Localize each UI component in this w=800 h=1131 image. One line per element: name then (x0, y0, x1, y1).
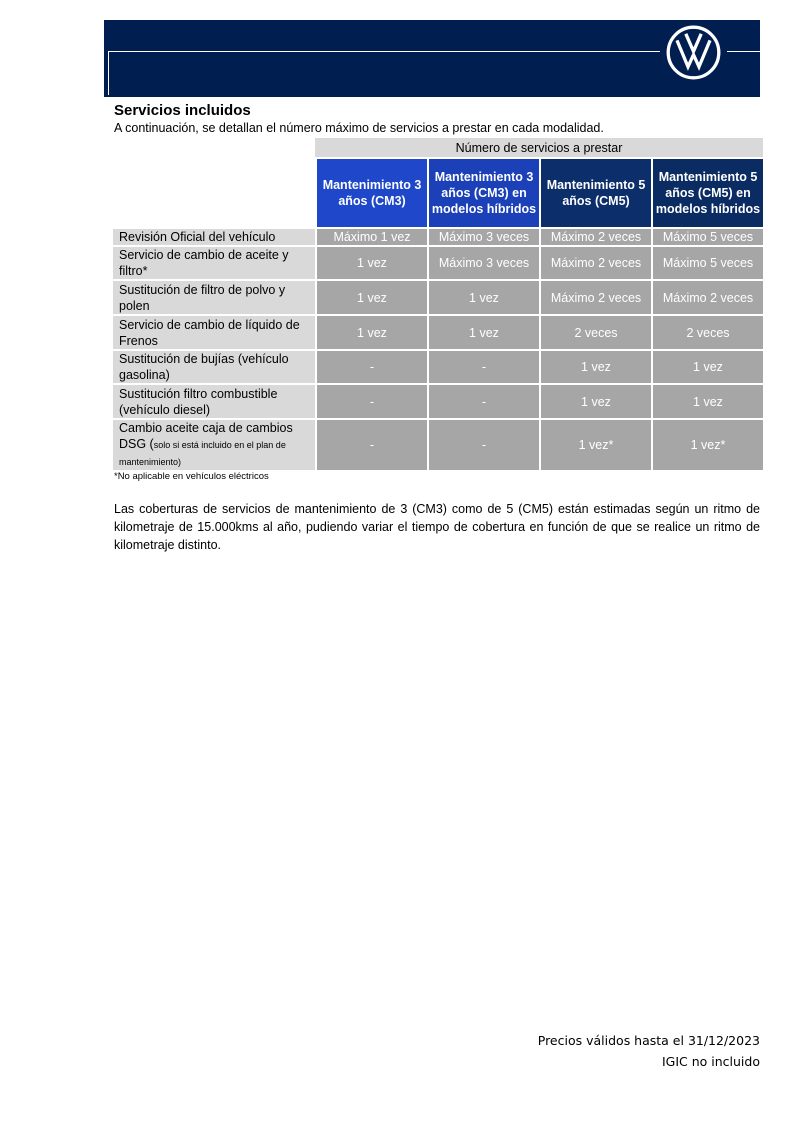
table-cell: - (427, 418, 539, 470)
table-cell: Máximo 5 veces (651, 227, 763, 245)
column-header: Mantenimiento 3 años (CM3) (315, 159, 427, 227)
row-label-main: Cambio aceite caja de cambios DSG ( (119, 421, 293, 451)
table-cell: 1 vez (427, 279, 539, 314)
section-title: Servicios incluidos (114, 102, 251, 119)
header-divider-right (727, 51, 760, 52)
price-footer (538, 1030, 760, 1072)
table-row (113, 349, 763, 383)
table-row (113, 418, 763, 470)
table-row (113, 279, 763, 314)
row-label: Sustitución de filtro de polvo y polen (113, 279, 315, 314)
table-cell: - (315, 418, 427, 470)
column-header: Mantenimiento 5 años (CM5) en modelos híbridos (651, 159, 763, 227)
table-cell: Máximo 2 veces (539, 279, 651, 314)
table-cell: 1 vez (315, 279, 427, 314)
table-cell: - (315, 383, 427, 418)
row-label: Sustitución filtro combustible (vehículo diesel) (113, 383, 315, 418)
row-label: Servicio de cambio de aceite y filtro* (113, 245, 315, 279)
table-cell: Máximo 2 veces (651, 279, 763, 314)
table-cell: Máximo 3 veces (427, 227, 539, 245)
table-cell: - (427, 349, 539, 383)
vw-logo-icon (666, 25, 721, 80)
table-cell: Máximo 3 veces (427, 245, 539, 279)
column-header: Mantenimiento 3 años (CM3) en modelos híbridos (427, 159, 539, 227)
row-label: Revisión Oficial del vehículo (113, 227, 315, 245)
price-validity: Precios válidos hasta el 31/12/2023 (537, 1033, 760, 1048)
table-cell: - (427, 383, 539, 418)
table-cell: - (315, 349, 427, 383)
table-row (113, 383, 763, 418)
header-divider-vertical (108, 51, 109, 95)
table-row (113, 245, 763, 279)
column-header: Mantenimiento 5 años (CM5) (539, 159, 651, 227)
table-cell: Máximo 2 veces (539, 245, 651, 279)
table-cell: 1 vez (651, 349, 763, 383)
table-cell: 1 vez* (539, 418, 651, 470)
section-intro: A continuación, se detallan el número máximo de servicios a prestar en cada modalidad. (114, 121, 604, 135)
header-band (104, 20, 760, 97)
table-cell: 1 vez (427, 314, 539, 349)
table-cell: 1 vez (315, 245, 427, 279)
table-cell: 1 vez (315, 314, 427, 349)
row-label-note: solo si está incluido en el plan de mantenimiento) (119, 440, 286, 467)
table-cell: Máximo 5 veces (651, 245, 763, 279)
table-cell: 1 vez (539, 349, 651, 383)
table-cell: 1 vez (539, 383, 651, 418)
table-cell: 2 veces (539, 314, 651, 349)
group-header: Número de servicios a prestar (315, 138, 763, 159)
table-row (113, 227, 763, 245)
header-divider (108, 51, 660, 52)
table-row (113, 314, 763, 349)
table-cell: 2 veces (651, 314, 763, 349)
row-label: Sustitución de bujías (vehículo gasolina) (113, 349, 315, 383)
table-cell: Máximo 2 veces (539, 227, 651, 245)
table-cell: 1 vez (651, 383, 763, 418)
row-label: Servicio de cambio de líquido de Frenos (113, 314, 315, 349)
coverage-paragraph: Las coberturas de servicios de mantenimiento de 3 (CM3) como de 5 (CM5) están estimadas según un ritmo de kilometraje de 15.000kms al año, pudiendo variar el tiempo de cobertura en función de que se realice un ritmo de kilometraje distinto. (114, 502, 760, 552)
services-table (113, 138, 763, 470)
table-cell: Máximo 1 vez (315, 227, 427, 245)
tax-note: IGIC no incluido (661, 1054, 760, 1069)
footnote: *No aplicable en vehículos eléctricos (114, 471, 269, 482)
table-cell: 1 vez* (651, 418, 763, 470)
row-label (113, 418, 315, 470)
